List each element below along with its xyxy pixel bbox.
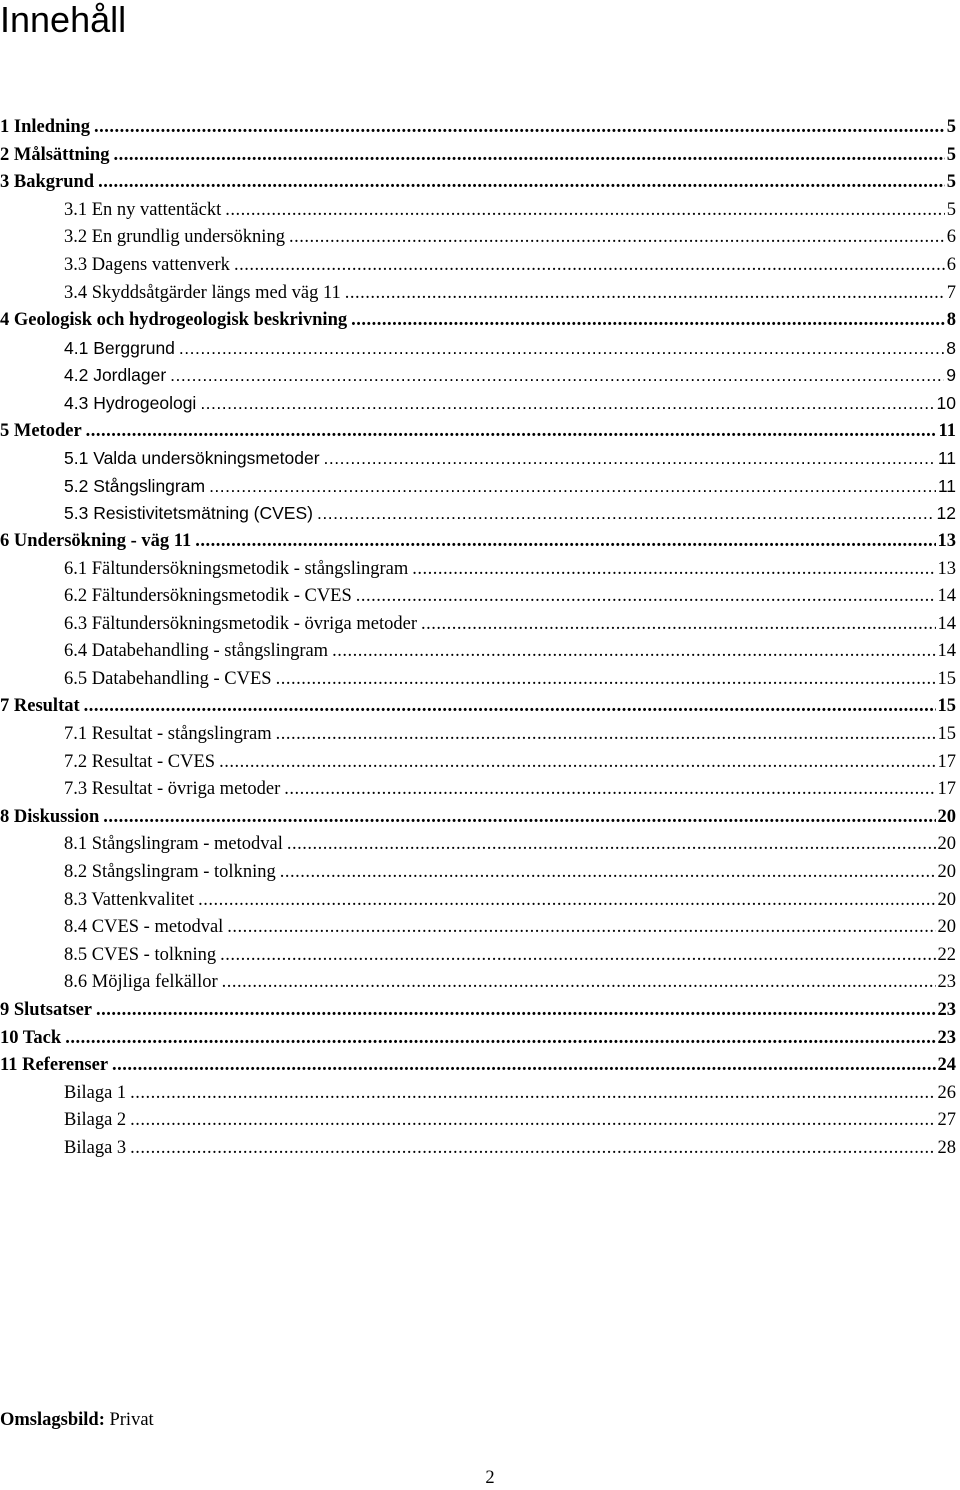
toc-section-entry[interactable] [0,556,956,584]
toc-entry-label: 6.4 Databehandling - stångslingram [64,641,329,662]
toc-dot-leader [130,1080,935,1108]
toc-section-entry[interactable] [0,252,956,280]
toc-dot-leader [332,638,935,666]
toc-appendix-entry[interactable] [0,1107,956,1135]
toc-section-entry[interactable] [0,831,956,859]
toc-entry-page-number: 5 [946,199,956,220]
toc-dot-leader [94,114,945,142]
toc-dot-leader [280,859,936,887]
toc-entry-page-number: 23 [937,1027,956,1048]
toc-dot-leader [170,362,944,390]
toc-entry-page-number: 9 [946,365,956,386]
toc-entry-label: 1 Inledning [0,117,90,137]
toc-dot-leader [198,887,935,915]
toc-entry-label: 3.1 En ny vattentäckt [64,199,222,220]
toc-entry-page-number: 5 [946,172,956,193]
toc-dot-leader [209,473,936,501]
toc-dot-leader [356,583,936,611]
toc-entry-page-number: 7 [946,282,956,303]
toc-entry-label: 4.2 Jordlager [64,365,167,386]
toc-entry-label: 6.5 Databehandling - CVES [64,668,272,689]
toc-entry-page-number: 15 [937,724,956,745]
toc-chapter-entry[interactable] [0,1025,956,1053]
toc-section-entry[interactable] [0,749,956,777]
toc-entry-label: 6.2 Fältundersökningsmetodik - CVES [64,586,352,607]
toc-entry-page-number: 11 [937,448,956,469]
toc-chapter-entry[interactable] [0,693,956,721]
toc-entry-label: 5.1 Valda undersökningsmetoder [64,448,320,469]
toc-dot-leader [220,942,935,970]
toc-section-entry[interactable] [0,473,956,501]
toc-entry-page-number: 17 [937,751,956,772]
toc-entry-label: 8.4 CVES - metodval [64,917,224,938]
toc-section-entry[interactable] [0,500,956,528]
toc-entry-label: 8.3 Vattenkvalitet [64,889,195,910]
toc-dot-leader [98,169,945,197]
toc-entry-label: 3.2 En grundlig undersökning [64,227,285,248]
toc-section-entry[interactable] [0,887,956,915]
toc-entry-page-number: 20 [937,862,956,883]
page-title: Innehåll [0,0,127,40]
toc-entry-page-number: 8 [946,337,956,358]
toc-entry-label: 8.6 Möjliga felkällor [64,972,218,993]
toc-dot-leader [276,666,936,694]
toc-dot-leader [65,1025,935,1053]
toc-entry-page-number: 11 [938,420,956,441]
table-of-contents [0,114,956,1163]
toc-chapter-entry[interactable] [0,142,956,170]
toc-entry-page-number: 6 [946,254,956,275]
toc-entry-page-number: 28 [937,1137,956,1158]
toc-section-entry[interactable] [0,666,956,694]
toc-dot-leader [112,1052,935,1080]
toc-entry-page-number: 20 [937,806,956,827]
toc-section-entry[interactable] [0,969,956,997]
toc-appendix-entry[interactable] [0,1135,956,1163]
toc-entry-page-number: 23 [937,972,956,993]
toc-section-entry[interactable] [0,445,956,473]
toc-dot-leader [227,914,935,942]
toc-entry-label: 9 Slutsatser [0,1000,92,1020]
toc-section-entry[interactable] [0,611,956,639]
toc-entry-label: 7.3 Resultat - övriga metoder [64,779,281,800]
toc-entry-label: 8.2 Stångslingram - tolkning [64,862,276,883]
toc-entry-label: 3.4 Skyddsåtgärder längs med väg 11 [64,282,341,303]
toc-entry-page-number: 12 [936,503,956,524]
toc-entry-page-number: 20 [937,917,956,938]
toc-entry-label: 8.5 CVES - tolkning [64,944,217,965]
toc-entry-label: 4 Geologisk och hydrogeologisk beskrivning [0,310,348,331]
toc-dot-leader [222,969,936,997]
toc-section-entry[interactable] [0,942,956,970]
toc-chapter-entry[interactable] [0,528,956,556]
toc-section-entry[interactable] [0,914,956,942]
toc-entry-page-number: 6 [946,227,956,248]
toc-dot-leader [289,224,945,252]
toc-entry-label: 8 Diskussion [0,806,100,827]
toc-dot-leader [195,528,935,556]
toc-section-entry[interactable] [0,859,956,887]
toc-dot-leader [130,1135,935,1163]
toc-entry-page-number: 14 [937,586,956,607]
cover-image-credit-label: Omslagsbild: [0,1410,105,1430]
toc-entry-page-number: 20 [937,834,956,855]
toc-dot-leader [200,390,934,418]
toc-entry-page-number: 13 [937,530,956,551]
cover-image-credit [0,1406,154,1434]
toc-entry-page-number: 13 [937,558,956,579]
toc-chapter-entry[interactable] [0,418,956,446]
toc-entry-page-number: 15 [937,668,956,689]
toc-dot-leader [179,335,944,363]
toc-dot-leader [234,252,945,280]
toc-section-entry[interactable] [0,638,956,666]
toc-entry-label: 2 Målsättning [0,144,110,165]
toc-section-entry[interactable] [0,197,956,225]
toc-dot-leader [324,445,936,473]
toc-entry-label: 7.2 Resultat - CVES [64,751,216,772]
toc-entry-page-number: 26 [937,1082,956,1103]
toc-entry-label: 10 Tack [0,1027,62,1048]
toc-section-entry[interactable] [0,721,956,749]
toc-entry-label: 6.1 Fältundersökningsmetodik - stångslingram [64,558,409,579]
toc-chapter-entry[interactable] [0,114,956,142]
toc-chapter-entry[interactable] [0,169,956,197]
toc-dot-leader [284,776,935,804]
toc-entry-page-number: 11 [937,475,956,496]
toc-entry-label: 6.3 Fältundersökningsmetodik - övriga metoder [64,613,417,634]
toc-entry-label: 3 Bakgrund [0,172,95,193]
toc-entry-label: 7 Resultat [0,696,80,717]
toc-section-entry[interactable] [0,280,956,308]
toc-chapter-entry[interactable] [0,1052,956,1080]
toc-dot-leader [84,693,936,721]
toc-dot-leader [96,997,936,1025]
toc-dot-leader [317,500,935,528]
toc-entry-page-number: 5 [946,144,956,165]
toc-entry-page-number: 22 [937,944,956,965]
toc-entry-page-number: 14 [937,613,956,634]
toc-entry-label: 11 Referenser [0,1055,109,1076]
toc-entry-page-number: 23 [937,1000,956,1020]
toc-chapter-entry[interactable] [0,997,956,1025]
toc-section-entry[interactable] [0,390,956,418]
cover-image-credit-value: Privat [104,1410,154,1430]
toc-dot-leader [130,1107,935,1135]
toc-entry-label: 6 Undersökning - väg 11 [0,530,192,551]
toc-entry-label: 5 Metoder [0,420,82,441]
toc-section-entry[interactable] [0,583,956,611]
toc-entry-label: 5.2 Stångslingram [64,475,206,496]
toc-section-entry[interactable] [0,776,956,804]
toc-section-entry[interactable] [0,224,956,252]
toc-entry-page-number: 14 [937,641,956,662]
toc-entry-page-number: 17 [937,779,956,800]
toc-section-entry[interactable] [0,362,956,390]
toc-appendix-entry[interactable] [0,1080,956,1108]
toc-entry-page-number: 10 [936,392,956,413]
toc-entry-label: 7.1 Resultat - stångslingram [64,724,272,745]
toc-section-entry[interactable] [0,335,956,363]
toc-dot-leader [86,418,937,446]
toc-dot-leader [287,831,936,859]
toc-entry-label: 4.1 Berggrund [64,337,175,358]
toc-chapter-entry[interactable] [0,804,956,832]
toc-entry-page-number: 24 [937,1055,956,1076]
toc-chapter-entry[interactable] [0,307,956,335]
toc-entry-page-number: 8 [946,310,956,331]
toc-dot-leader [412,556,935,584]
toc-entry-label: 3.3 Dagens vattenverk [64,254,230,275]
toc-entry-page-number: 27 [937,1110,956,1131]
toc-entry-label: Bilaga 2 [64,1110,127,1131]
toc-entry-label: Bilaga 3 [64,1137,127,1158]
toc-entry-page-number: 20 [937,889,956,910]
toc-dot-leader [103,804,935,832]
toc-entry-label: 8.1 Stångslingram - metodval [64,834,283,855]
page-number: 2 [485,1468,495,1488]
toc-dot-leader [351,307,945,335]
toc-entry-page-number: 5 [946,117,956,137]
toc-dot-leader [276,721,936,749]
toc-dot-leader [421,611,936,639]
toc-entry-page-number: 15 [937,696,956,717]
toc-dot-leader [219,749,935,777]
toc-dot-leader [345,280,945,308]
toc-dot-leader [113,142,944,170]
toc-dot-leader [225,197,945,225]
toc-entry-label: Bilaga 1 [64,1082,127,1103]
toc-entry-label: 4.3 Hydrogeologi [64,392,197,413]
toc-entry-label: 5.3 Resistivitetsmätning (CVES) [64,503,313,524]
